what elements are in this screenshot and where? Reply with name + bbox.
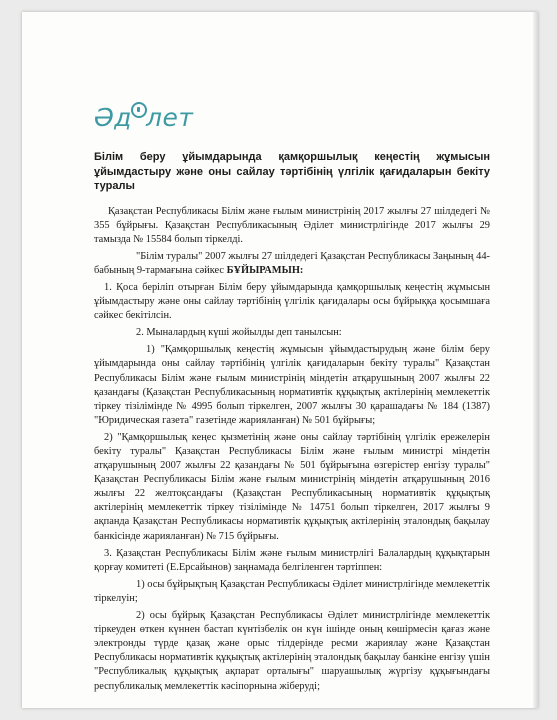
basis-paragraph (94, 250, 490, 278)
basis-text: "Білім туралы" 2007 жылғы 27 шілдедегі Қазақстан Республикасы Заңының 44-бабының 9-тармағына сәйкес (94, 250, 490, 276)
item-1: 1. Қоса беріліп отырған Білім беру ұйымдарында қамқоршылық кеңестің жұмысын ұйымдастыру және оны сайлау тәртібінің үлгілік қағидалары осы бұйрыққа қосымшаға сәйкес бекітілсін. (94, 281, 490, 322)
adilet-logo: Әд лет (94, 103, 194, 132)
logo-dot-icon (131, 102, 147, 118)
document-body (94, 150, 490, 697)
item-3-1: 1) осы бұйрықтың Қазақстан Республикасы Әділет министрлігінде мемлекеттік тіркелуін; (94, 578, 490, 604)
intro-paragraph: Қазақстан Республикасы Білім және ғылым министрінің 2017 жылғы 27 шілдедегі № 355 бұйрығы. Қазақстан Республикасының Әділет министрлігінде 2017 жылғы 29 тамызда № 15584 болып тіркелді. (94, 205, 490, 245)
document-page (22, 12, 538, 708)
page-edge-shadow (533, 12, 538, 708)
item-2-2: 2) "Қамқоршылық кеңес қызметінің және оны сайлау тәртібінің үлгілік ережелерін бекіту туралы" Қазақстан Республикасы Білім және ғылым министрі міндетін атқарушының 2007 жылғы 22 қазандағы № 501 бұйрығына өзгерістер енгізу туралы" Қазақстан Республикасы Білім және ғылым министрінің міндетін атқарушының 2016 жылғы 22 желтоқсандағы (Қазақстан Республикасының нормативтік құқықтық актілерінің мемлекеттік тіркеу тізілімінде № 14751 болып тіркелген, 2017 жылғы 9 ақпанда Қазақстан Республикасы нормативтік құқықтық актілерінің эталондық бақылау банкісінде жарияланған) № 715 бұйрығы. (94, 431, 490, 542)
item-2-1: 1) "Қамқоршылық кеңестің жұмысын ұйымдастырудың және білім беру ұйымдарында оны сайлау тәртібінің үлгілік қағидаларын бекіту туралы" Қазақстан Республикасы Білім және ғылым министрінің міндетін атқарушының 2007 жылғы 22 қазандағы (Қазақстан Республикасының нормативтік құқықтық актілерінің мемлекеттік тіркеу тізілімінде № 4995 болып тіркелген, 2007 жылғы 30 қарашадағы № 184 (1387) "Юридическая газета" газетінде жарияланған) № 501 бұйрығы; (94, 344, 490, 426)
order-word: БҰЙЫРАМЫН: (226, 264, 304, 276)
item-3-2: 2) осы бұйрық Қазақстан Республикасы Әділет министрлігінде мемлекеттік тіркеуден өткен күннен бастап күнтізбелік он күн ішінде оның көшірмесін қағаз және электронды түрде қазақ және орыс тілдерінде ресми жариялау және Қазақстан Республикасы нормативтік құқықтық актілерінің эталондық бақылау банкіне енгізу үшін "Республикалық құқықтық ақпарат орталығы" шаруашылық жүргізу құқығындағы республикалық мемлекеттік кәсіпорнына жіберуді; (94, 610, 490, 692)
document-title: Білім беру ұйымдарында қамқоршылық кеңестің жұмысын ұйымдастыру және оны сайлау тәртібінің үлгілік қағидаларын бекіту туралы (94, 151, 490, 192)
item-3: 3. Қазақстан Республикасы Білім және ғылым министрлігі Балалардың құқықтарын қорғау комитеті (Е.Ерсайынов) заңнамада белгіленген тәртіппен: (94, 547, 490, 573)
item-2: 2. Мыналардың күші жойылды деп танылсын: (136, 327, 342, 339)
